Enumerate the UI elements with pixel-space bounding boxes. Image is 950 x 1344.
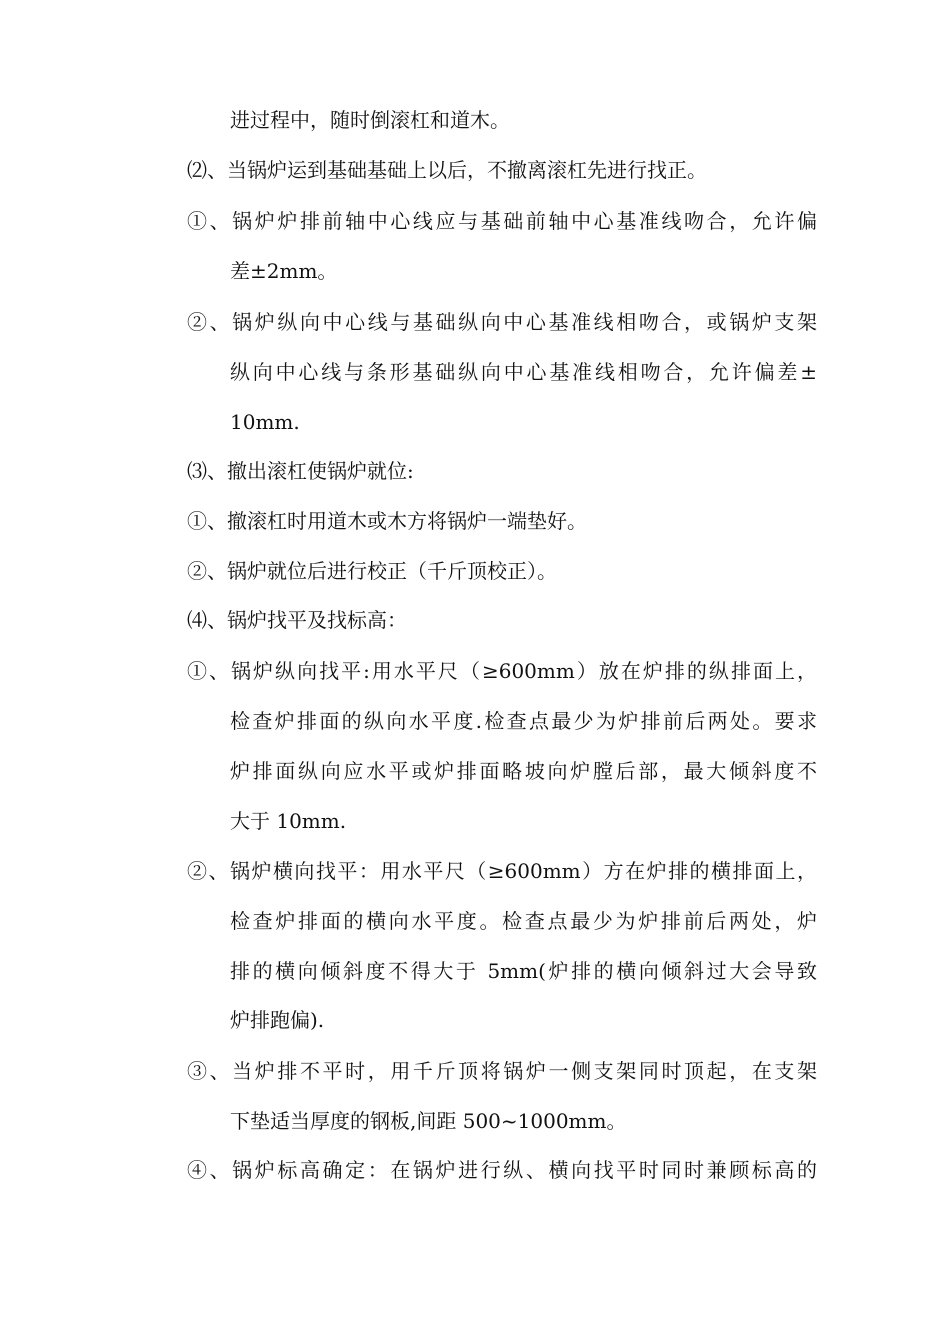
text-line: ①、撤滚杠时用道木或木方将锅炉一端垫好。 [187, 509, 587, 533]
text-line: ⑵、当锅炉运到基础基础上以后，不撤离滚杠先进行找正。 [187, 158, 707, 182]
text-line: 大于 10mm. [230, 809, 347, 833]
text-line: ②、锅炉就位后进行校正（千斤顶校正）。 [187, 559, 557, 583]
text-line: 检查炉排面的横向水平度。检查点最少为炉排前后两处，炉 [230, 909, 817, 933]
text-line: ⑶、撤出滚杠使锅炉就位: [187, 459, 414, 483]
text-line: ①、锅炉炉排前轴中心线应与基础前轴中心基准线吻合，允许偏 [187, 209, 817, 233]
text-line: 下垫适当厚度的钢板,间距 500~1000mm。 [230, 1109, 627, 1133]
text-line: ④、锅炉标高确定：在锅炉进行纵、横向找平时同时兼顾标高的 [187, 1158, 817, 1182]
text-line: 检查炉排面的纵向水平度.检查点最少为炉排前后两处。要求 [230, 709, 817, 733]
text-line: ②、锅炉横向找平：用水平尺（≥600mm）方在炉排的横排面上， [187, 859, 817, 883]
text-line: 炉排跑偏). [230, 1008, 325, 1032]
text-line: ⑷、锅炉找平及找标高： [187, 608, 407, 632]
text-line: 差±2mm。 [230, 259, 338, 283]
text-line: 排的横向倾斜度不得大于 5mm(炉排的横向倾斜过大会导致 [230, 959, 817, 983]
text-line: 纵向中心线与条形基础纵向中心基准线相吻合，允许偏差± [230, 360, 817, 384]
text-line: 进过程中，随时倒滚杠和道木。 [230, 108, 510, 132]
text-line: 10mm. [230, 410, 300, 434]
text-line: ②、锅炉纵向中心线与基础纵向中心基准线相吻合，或锅炉支架 [187, 310, 817, 334]
text-line: ①、锅炉纵向找平:用水平尺（≥600mm）放在炉排的纵排面上， [187, 659, 817, 683]
text-line: 炉排面纵向应水平或炉排面略坡向炉膛后部，最大倾斜度不 [230, 759, 817, 783]
text-line: ③、当炉排不平时，用千斤顶将锅炉一侧支架同时顶起，在支架 [187, 1059, 817, 1083]
